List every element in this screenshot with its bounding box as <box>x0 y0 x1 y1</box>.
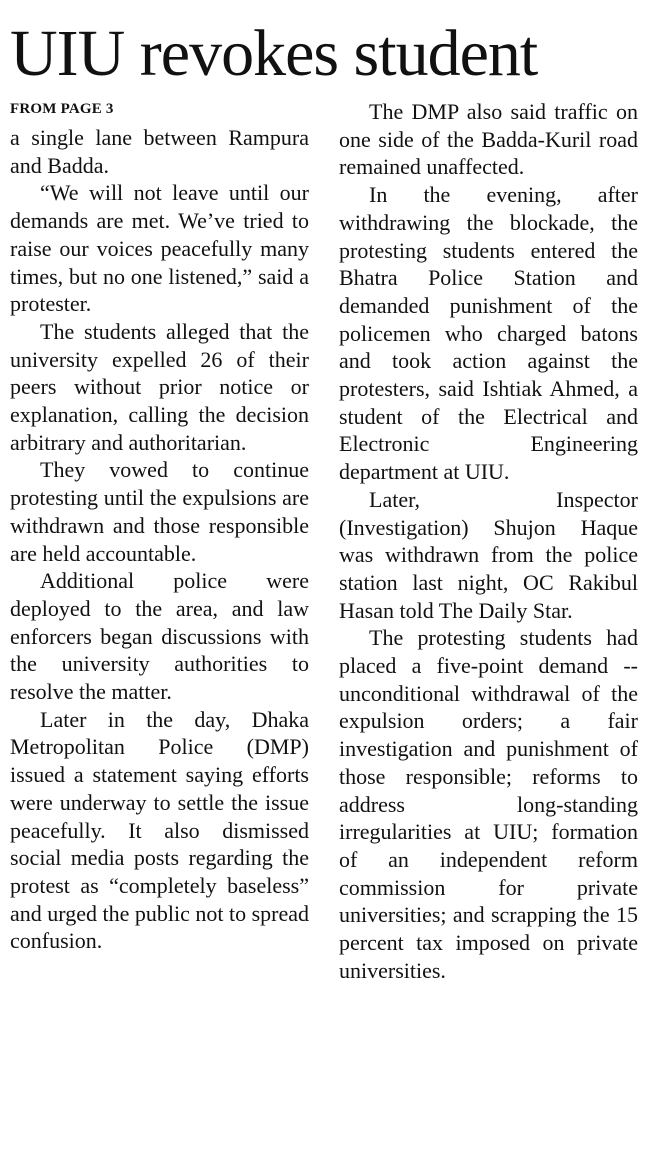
paragraph: The protesting students had placed a five-point demand -- unconditional withdrawal of the expulsion orders; a fair investigation and punishment of those responsible; reforms to address long-standing irregularities at UIU; formation of an independent reform commission for private universities; and scrapping the 15 percent tax imposed on private universities. <box>339 625 638 983</box>
paragraph: “We will not leave until our demands are met. We’ve tried to raise our voices peacefully many times, but no one listened,” said a protester. <box>10 180 309 317</box>
paragraph: Later, Inspector (Investigation) Shujon Haque was withdrawn from the police station last night, OC Rakibul Hasan told The Daily Star. <box>339 486 638 623</box>
paragraph: They vowed to continue protesting until the expulsions are withdrawn and those responsible are held accountable. <box>10 457 309 566</box>
paragraph: Later in the day, Dhaka Metropolitan Police (DMP) issued a statement saying efforts were underway to settle the issue peacefully. It also dismissed social media posts regarding the protest as “completely baseless” and urged the public not to spread confusion. <box>10 706 309 954</box>
jump-line: FROM PAGE 3 <box>10 101 114 117</box>
article-column-right <box>339 98 638 985</box>
article-column-left <box>10 98 309 955</box>
paragraph: The DMP also said traffic on one side of the Badda-Kuril road remained unaffected. <box>339 99 638 180</box>
paragraph: The students alleged that the university expelled 26 of their peers without prior notice or explanation, calling the decision arbitrary and authoritarian. <box>10 318 309 455</box>
headline: UIU revokes student <box>10 17 538 90</box>
paragraph: Additional police were deployed to the area, and law enforcers began discussions with the university authorities to resolve the matter. <box>10 568 309 705</box>
paragraph: In the evening, after withdrawing the blockade, the protesting students entered the Bhatra Police Station and demanded punishment of the policemen who charged batons and took action against the protesters, said Ishtiak Ahmed, a student of the Electrical and Electronic Engineering department at UIU. <box>339 182 638 485</box>
paragraph: a single lane between Rampura and Badda. <box>10 125 309 178</box>
